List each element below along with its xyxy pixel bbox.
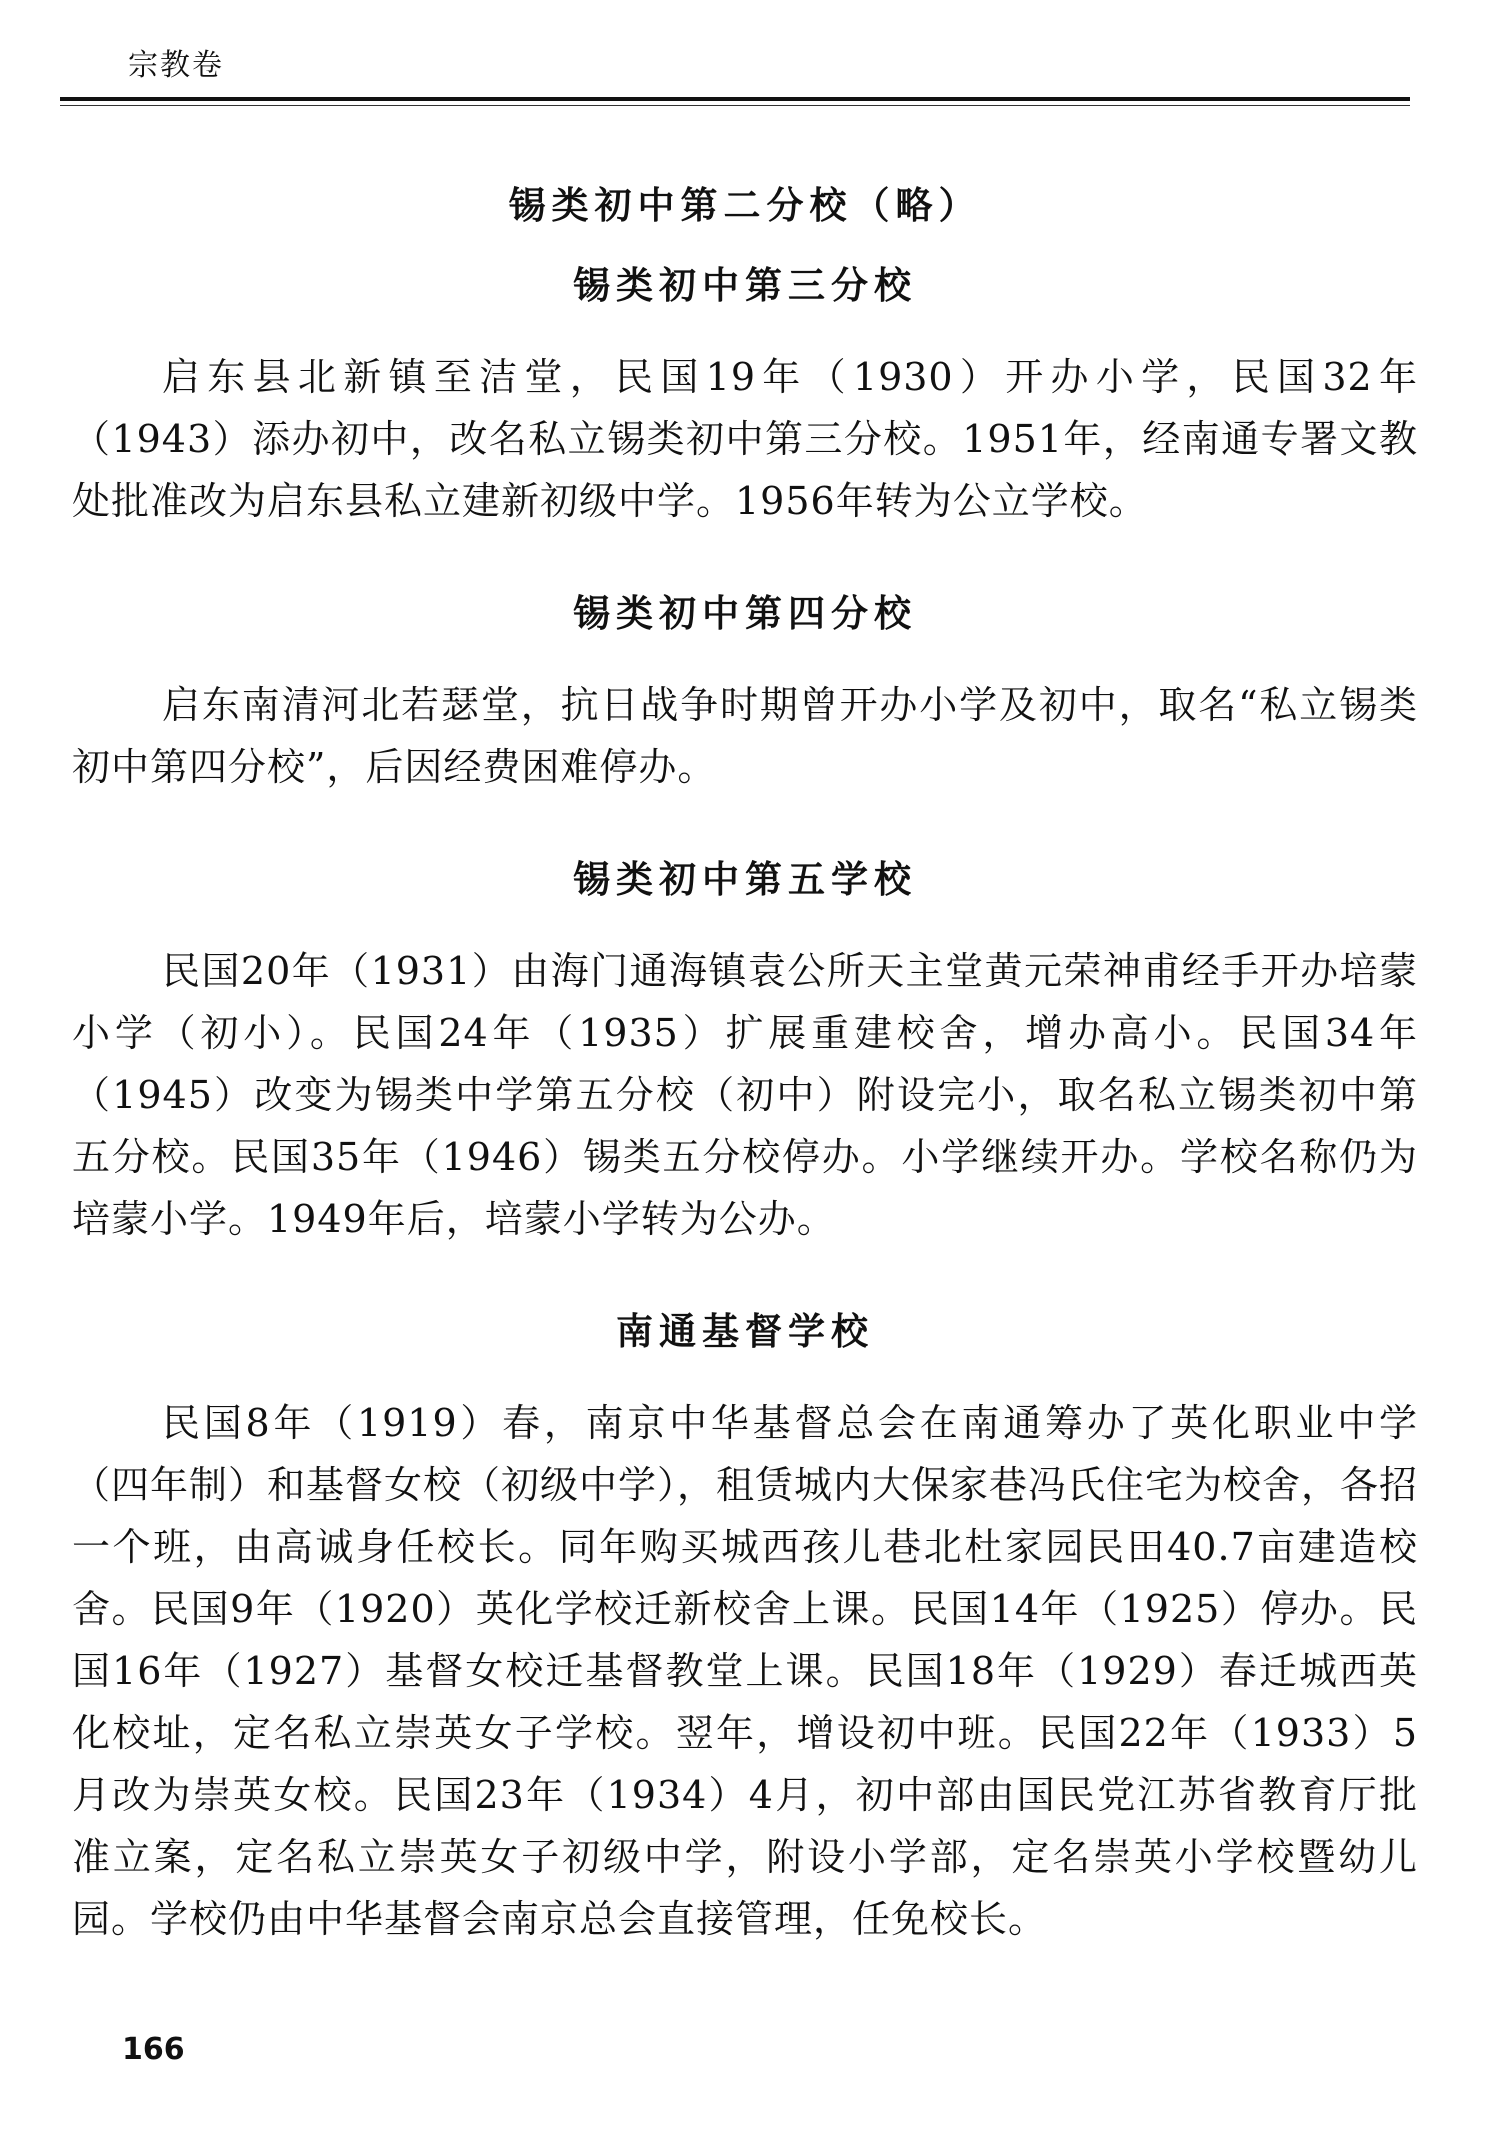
section-paragraph: 民国20年（1931）由海门通海镇袁公所天主堂黄元荣神甫经手开办培蒙小学（初小）。民国24年（1935）扩展重建校舍，增办高小。民国34年（1945）改变为锡类中学第五分校（初中）附设完小，取名私立锡类初中第五分校。民国35年（1946）锡类五分校停办。小学继续开办。学校名称仍为培蒙小学。1949年后，培蒙小学转为公办。 — [72, 949, 1418, 1241]
section-title: 锡类初中第四分校 — [573, 591, 917, 635]
section-title: 锡类初中第三分校 — [573, 263, 917, 307]
header-rule — [60, 97, 1410, 101]
header-rule-thin — [60, 105, 1410, 106]
section-paragraph: 民国8年（1919）春，南京中华基督总会在南通筹办了英化职业中学（四年制）和基督女校（初级中学），租赁城内大保家巷冯氏住宅为校舍，各招一个班，由高诚身任校长。同年购买城西孩儿巷北杜家园民田40.7亩建造校舍。民国9年（1920）英化学校迁新校舍上课。民国14年（1925）停办。民国16年（1927）基督女校迁基督教堂上课。民国18年（1929）春迁城西英化校址，定名私立崇英女子学校。翌年，增设初中班。民国22年（1933）5月改为崇英女校。民国23年（1934）4月，初中部由国民党江苏省教育厅批准立案，定名私立崇英女子初级中学，附设小学部，定名崇英小学校暨幼儿园。学校仍由中华基督会南京总会直接管理，任免校长。 — [72, 1401, 1419, 1941]
section-title: 锡类初中第五学校 — [573, 857, 917, 901]
section-title: 锡类初中第二分校（略） — [508, 183, 982, 227]
running-head: 宗教卷 — [128, 48, 224, 83]
section-title: 南通基督学校 — [616, 1309, 874, 1353]
section-paragraph: 启东南清河北若瑟堂，抗日战争时期曾开办小学及初中，取名“私立锡类初中第四分校”，后因经费困难停办。 — [72, 683, 1418, 789]
page-number: 166 — [122, 2032, 185, 2067]
section-paragraph: 启东县北新镇至洁堂，民国19年（1930）开办小学，民国32年（1943）添办初中，改名私立锡类初中第三分校。1951年，经南通专署文教处批准改为启东县私立建新初级中学。1956年转为公立学校。 — [72, 355, 1418, 523]
page-body — [72, 172, 1418, 1950]
